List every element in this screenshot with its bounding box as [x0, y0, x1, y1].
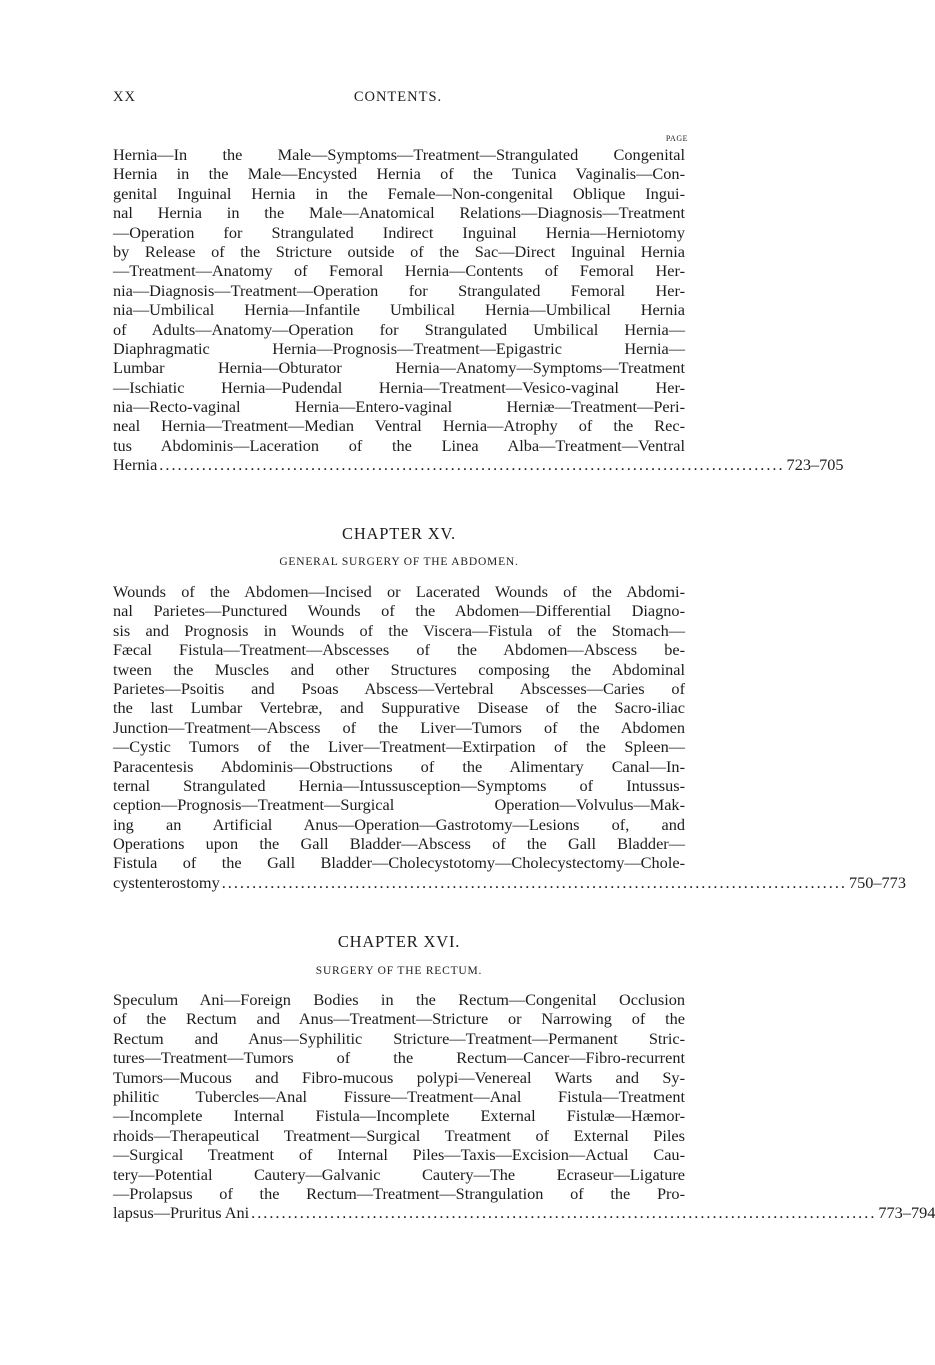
toc-line: of Adults—Anatomy—Operation for Strangulated Umbilical Hernia—	[113, 319, 685, 339]
toc-entry-hernia	[113, 145, 844, 475]
toc-line: Rectum and Anus—Syphilitic Stricture—Treatment—Permanent Stric-	[113, 1028, 685, 1048]
page-range: 773–794	[878, 1203, 935, 1223]
toc-line: Operations upon the Gall Bladder—Abscess of the Gall Bladder—	[113, 834, 685, 854]
toc-line: —Treatment—Anatomy of Femoral Hernia—Contents of Femoral Her-	[113, 261, 685, 281]
toc-line: ception—Prognosis—Treatment—Surgical Operation—Volvulus—Mak-	[113, 795, 685, 815]
toc-line: —Incomplete Internal Fistula—Incomplete External Fistulæ—Hæmor-	[113, 1106, 685, 1126]
toc-line: —Cystic Tumors of the Liver—Treatment—Extirpation of the Spleen—	[113, 737, 685, 757]
running-head	[113, 89, 683, 109]
toc-line: Paracentesis Abdominis—Obstructions of the Alimentary Canal—In-	[113, 756, 685, 776]
toc-line: —Prolapsus of the Rectum—Treatment—Strangulation of the Pro-	[113, 1183, 685, 1203]
toc-line: Hernia in the Male—Encysted Hernia of the Tunica Vaginalis—Con-	[113, 164, 685, 184]
toc-line: Speculum Ani—Foreign Bodies in the Rectum—Congenital Occlusion	[113, 990, 685, 1009]
toc-line: sis and Prognosis in Wounds of the Viscera—Fistula of the Stomach—	[113, 620, 685, 640]
page-column-label: PAGE	[665, 134, 688, 143]
toc-last-text: lapsus—Pruritus Ani	[113, 1203, 250, 1223]
toc-line: nal Parietes—Punctured Wounds of the Abdomen—Differential Diagno-	[113, 601, 685, 621]
toc-entry-chapter-xv	[113, 582, 906, 892]
toc-line: Fæcal Fistula—Treatment—Abscesses of the Abdomen—Abscess be-	[113, 640, 685, 660]
toc-line: nia—Recto-vaginal Hernia—Entero-vaginal Herniæ—Treatment—Peri-	[113, 397, 685, 417]
toc-line: Hernia—In the Male—Symptoms—Treatment—Strangulated Congenital	[113, 145, 685, 164]
dot-leader: .......................................................................................................	[221, 872, 847, 892]
running-title: CONTENTS.	[353, 89, 443, 105]
toc-line: Fistula of the Gall Bladder—Cholecystotomy—Cholecystectomy—Chole-	[113, 853, 685, 873]
page-range: 750–773	[848, 872, 906, 892]
toc-line: Tumors—Mucous and Fibro-mucous polypi—Venereal Warts and Sy-	[113, 1067, 685, 1087]
toc-line: philitic Tubercles—Anal Fissure—Treatment—Anal Fistula—Treatment	[113, 1086, 685, 1106]
toc-line: Diaphragmatic Hernia—Prognosis—Treatment—Epigastric Hernia—	[113, 338, 685, 358]
toc-line: Junction—Treatment—Abscess of the Liver—Tumors of the Abdomen	[113, 717, 685, 737]
toc-line: Wounds of the Abdomen—Incised or Lacerated Wounds of the Abdomi-	[113, 582, 685, 601]
chapter-title: CHAPTER XV.	[342, 524, 456, 543]
toc-line: nal Hernia in the Male—Anatomical Relations—Diagnosis—Treatment	[113, 203, 685, 223]
toc-last-text: Hernia	[113, 455, 158, 475]
toc-line: the last Lumbar Vertebræ, and Suppurative Disease of the Sacro-iliac	[113, 698, 685, 718]
toc-line: Lumbar Hernia—Obturator Hernia—Anatomy—Symptoms—Treatment	[113, 358, 685, 378]
toc-line: —Surgical Treatment of Internal Piles—Taxis—Excision—Actual Cau-	[113, 1145, 685, 1165]
toc-line: ternal Strangulated Hernia—Intussusception—Symptoms of Intussus-	[113, 775, 685, 795]
toc-line: ing an Artificial Anus—Operation—Gastrotomy—Lesions of, and	[113, 814, 685, 834]
toc-line: nia—Umbilical Hernia—Infantile Umbilical Hernia—Umbilical Hernia	[113, 300, 685, 320]
toc-line: tus Abdominis—Laceration of the Linea Alba—Treatment—Ventral	[113, 435, 685, 455]
toc-line-last	[113, 1203, 935, 1223]
chapter-subtitle: SURGERY OF THE RECTUM.	[315, 965, 483, 977]
toc-line: tween the Muscles and other Structures composing the Abdominal	[113, 659, 685, 679]
toc-line: neal Hernia—Treatment—Median Ventral Hernia—Atrophy of the Rec-	[113, 416, 685, 436]
dot-leader: .......................................................................................................	[251, 1203, 877, 1223]
page-folio: XX	[113, 89, 136, 105]
toc-line: by Release of the Stricture outside of the Sac—Direct Inguinal Hernia	[113, 241, 685, 261]
toc-line: tery—Potential Cautery—Galvanic Cautery—The Ecraseur—Ligature	[113, 1164, 685, 1184]
toc-line: tures—Treatment—Tumors of the Rectum—Cancer—Fibro-recurrent	[113, 1048, 685, 1068]
page-range: 723–705	[786, 455, 844, 475]
toc-entry-chapter-xvi	[113, 990, 935, 1223]
toc-line: of the Rectum and Anus—Treatment—Stricture or Narrowing of the	[113, 1009, 685, 1029]
toc-line-last	[113, 872, 906, 892]
toc-line-last	[113, 455, 844, 475]
toc-last-text: cystenterostomy	[113, 872, 220, 892]
chapter-subtitle: GENERAL SURGERY OF THE ABDOMEN.	[279, 556, 519, 568]
chapter-title: CHAPTER XVI.	[337, 932, 461, 951]
toc-line: genital Inguinal Hernia in the Female—Non-congenital Oblique Ingui-	[113, 183, 685, 203]
toc-line: Parietes—Psoitis and Psoas Abscess—Vertebral Abscesses—Caries of	[113, 678, 685, 698]
dot-leader: .......................................................................................................	[159, 455, 785, 475]
toc-line: nia—Diagnosis—Treatment—Operation for Strangulated Femoral Her-	[113, 280, 685, 300]
toc-line: —Ischiatic Hernia—Pudendal Hernia—Treatment—Vesico-vaginal Her-	[113, 377, 685, 397]
toc-line: —Operation for Strangulated Indirect Inguinal Hernia—Herniotomy	[113, 222, 685, 242]
toc-line: rhoids—Therapeutical Treatment—Surgical Treatment of External Piles	[113, 1125, 685, 1145]
